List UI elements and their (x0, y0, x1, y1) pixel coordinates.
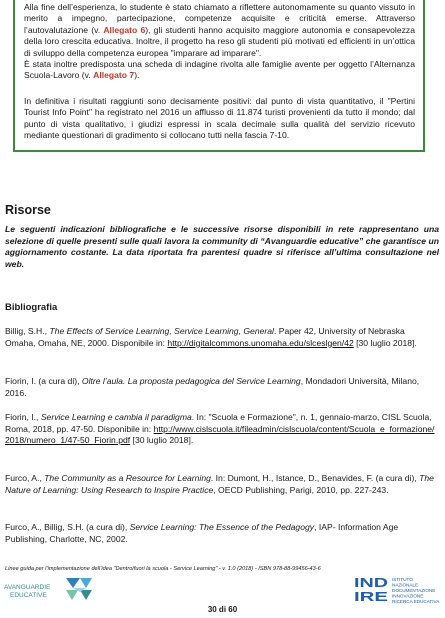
allegato-6-link[interactable]: Allegato 6 (103, 24, 146, 35)
logo-text-line1: AVANGUARDIE (4, 584, 51, 591)
avanguardie-logo-icon (4, 576, 109, 602)
ref-author: Fiorin, I. (a cura di), (5, 376, 82, 386)
ref-author: Fiorin, I., (5, 412, 41, 422)
text-span: ), gli studenti hanno acquisito maggiore autonomia e consapevolezza della loro crescita educativa. Inoltre, il progetto ha reso gli studenti più motivati ed efficienti in un’ottica di sviluppo della competenza europea "imparare ad imparare". (24, 24, 415, 58)
reference-item (5, 376, 437, 399)
ref-details: . Paper 42, University of Nebraska Omaha, Omaha, NE, 2000. Disponibile in: (5, 326, 405, 348)
indire-line: NAZIONALE (392, 582, 419, 588)
bibliography-heading: Bibliografia (5, 302, 58, 313)
ref-title: Oltre l’aula. La proposta pedagogica del Service Learning (81, 376, 301, 386)
guide-footer-line: Linee guida per l’implementazione dell’idea "Dentro/fuori la scuola - Service Learning" - v. 1.0 (2018) - ISBN 978-88-99456-43-6 (5, 566, 321, 572)
reference-item (5, 326, 437, 349)
text-span: È stata inoltre predisposta una scheda di indagine rivolta alle famiglie avente per oggetto l’Alternanza Scuola-Lavoro (v. (24, 59, 415, 81)
ref-link[interactable]: http://digitalcommons.unomaha.edu/slceslgen/42 (167, 337, 354, 348)
ref-author: Furco, A., Billig, S.H. (a cura di), (5, 522, 130, 532)
logo-text-line2: EDUCATIVE (10, 592, 47, 599)
indire-logo-icon (354, 575, 442, 605)
logo-mark-icon (66, 578, 92, 600)
ref-details: , Mondadori Università, Milano, 2016. (5, 376, 420, 398)
ref-date: [30 luglio 2018]. (353, 337, 417, 348)
ref-author: Furco, A., (5, 473, 45, 483)
ref-title: The Effects of Service Learning, Service Learning, General (49, 326, 274, 336)
avanguardie-logo (4, 576, 109, 602)
summary-paragraph-1 (24, 2, 415, 82)
indire-line: DOCUMENTAZIONE (392, 588, 436, 593)
indire-logo (354, 575, 442, 605)
ref-details: , OECD Publishing, Parigi, 2010, pp. 227-243. (213, 484, 389, 495)
ref-details: . In: Dumont, H., Istance, D., Benavides, F. (a cura di), (210, 473, 420, 483)
ref-details: , IAP- Information Age Publishing, Charlotte, NC, 2002. (5, 522, 399, 544)
ref-author: Billig, S.H., (5, 326, 50, 336)
ref-title: The Community as a Resource for Learning (44, 473, 211, 483)
project-summary-box (13, 0, 425, 152)
reference-item (5, 522, 437, 545)
summary-paragraph-2: In definitiva i risultati raggiunti sono decisamente positivi: dal punto di vista quantitativo, il "Pertini Tourist Info Point" ha registrato nel 2016 un afflusso di 11.874 turisti provenienti da tutto il mondo; dal punto di vista qualitativo, i giudizi espressi in scala decimale sulla qualità del servizio ricevuto mediante questionari di gradimento si collocano tutti nella fascia 7-10. (24, 96, 415, 141)
ref-title: The Nature of Learning: Using Research to Inspire Practice (5, 473, 434, 495)
page-number: 30 di 60 (207, 605, 238, 614)
text-span: Alla fine dell’esperienza, lo studente è stato chiamato a riflettere autonomamente su quanto vissuto in merito a impegno, partecipazione, competenze acquisite e criticità emerse. Attraverso l’autovalutazione (v. (24, 2, 415, 35)
indire-mark: IND (354, 575, 388, 590)
ref-title: Service Learning e cambia il paradigma (40, 412, 192, 422)
indire-line: ISTITUTO (392, 577, 413, 582)
reference-item (5, 412, 437, 447)
ref-date: [30 luglio 2018]. (130, 435, 194, 446)
indire-mark: IRE (354, 589, 389, 604)
section-intro: Le seguenti indicazioni bibliografiche e le successive risorse disponibili in rete rappresentano una selezione di quelle presenti sulle quali lavora la community di “Avanguardie educative” che garantisce un aggiornamento costante. La data riportata fra parentesi quadre si riferisce all’ultima consultazione nel web. (5, 224, 439, 269)
ref-title: Service Learning: The Essence of the Pedagogy (129, 522, 315, 532)
section-title: Risorse (5, 203, 51, 217)
text-span: ). (134, 70, 140, 81)
allegato-7-link[interactable]: Allegato 7 (93, 70, 135, 81)
ref-details: . In: "Scuola e Formazione", n. 1, gennaio-marzo, CISL Scuola, Roma, 2018, pp. 47-50. Disponibile in: (5, 412, 432, 434)
indire-line: RICERCA EDUCATIVA (392, 599, 440, 604)
reference-item (5, 473, 437, 496)
indire-line: INNOVAZIONE (392, 593, 424, 599)
ref-link[interactable]: http://www.cislscuola.it/fileadmin/cislscuola/content/Scuola_e_formazione/2018/numero_1/47-50_Fiorin.pdf (5, 423, 435, 446)
